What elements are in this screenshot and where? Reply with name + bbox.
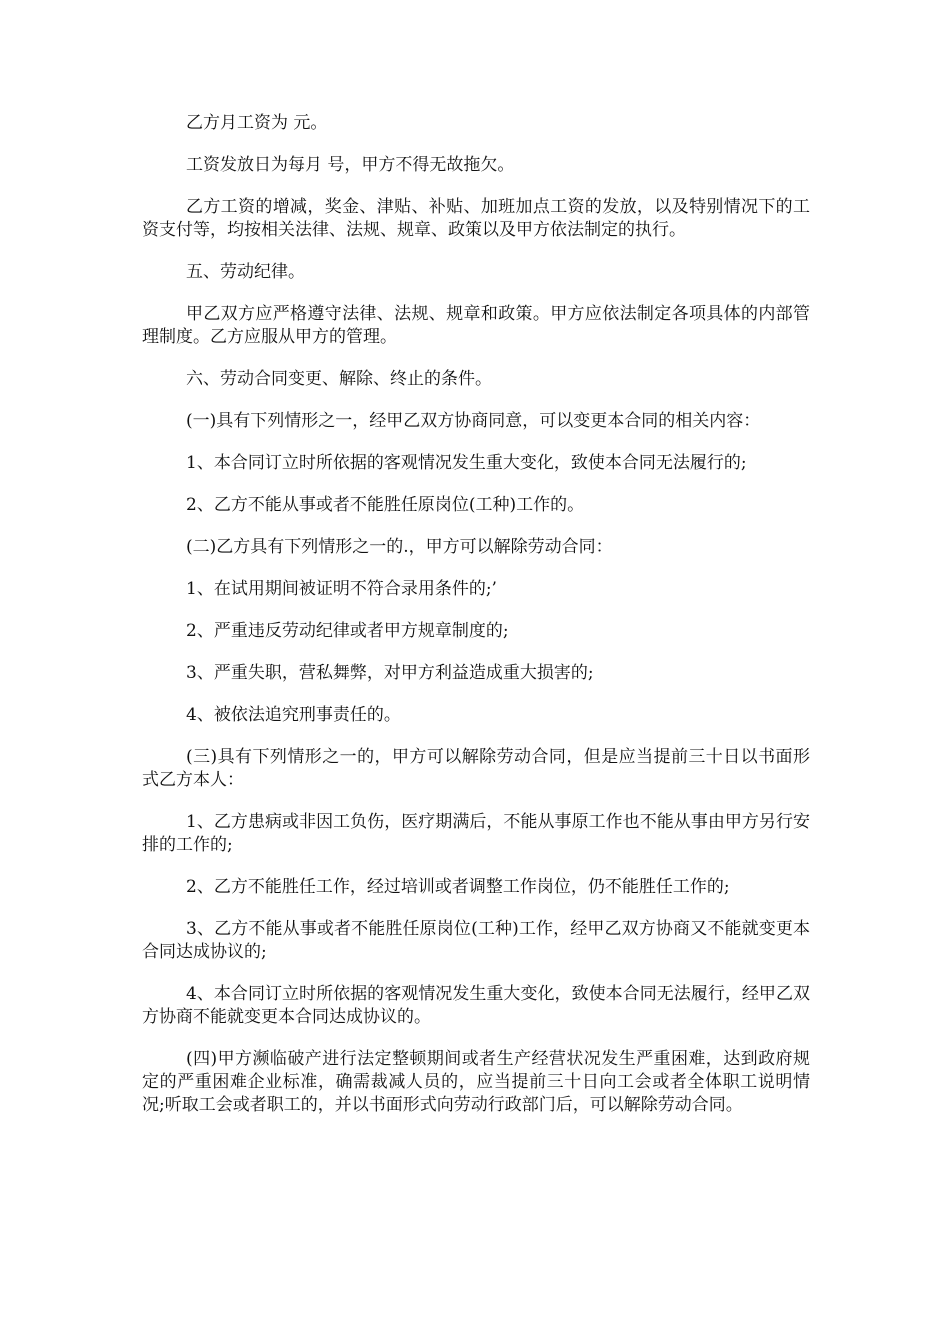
clause-2-item-3: 3、严重失职，营私舞弊，对甲方利益造成重大损害的; — [186, 663, 594, 683]
section-heading-labor-discipline: 五、劳动纪律。 — [186, 262, 305, 282]
clause-2-item-1: 1、在试用期间被证明不符合录用条件的;’ — [186, 579, 497, 599]
clause-1-item-1: 1、本合同订立时所依据的客观情况发生重大变化，致使本合同无法履行的; — [186, 453, 747, 473]
clause-1-item-2: 2、乙方不能从事或者不能胜任原岗位(工种)工作的。 — [186, 495, 585, 515]
clause-2-item-4: 4、被依法追究刑事责任的。 — [186, 705, 401, 725]
clause-3-item-1: 1、乙方患病或非因工负伤，医疗期满后，不能从事原工作也不能从事由甲方另行安排的工作的; — [142, 812, 810, 855]
clause-4-layoff: (四)甲方濒临破产进行法定整顿期间或者生产经营状况发生严重困难，达到政府规定的严重困难企业标准，确需裁减人员的，应当提前三十日向工会或者全体职工说明情况;听取工会或者职工的，并以书面形式向劳动行政部门后，可以解除劳动合同。 — [142, 1049, 810, 1115]
clause-3-item-3: 3、乙方不能从事或者不能胜任原岗位(工种)工作，经甲乙双方协商又不能就变更本合同达成协议的; — [142, 919, 810, 962]
paragraph-monthly-salary: 乙方月工资为 元。 — [186, 113, 328, 133]
clause-2-item-2: 2、严重违反劳动纪律或者甲方规章制度的; — [186, 621, 509, 641]
clause-2-termination-conditions: (二)乙方具有下列情形之一的.，甲方可以解除劳动合同： — [186, 537, 613, 557]
paragraph-discipline-rules: 甲乙双方应严格遵守法律、法规、规章和政策。甲方应依法制定各项具体的内部管理制度。乙方应服从甲方的管理。 — [142, 304, 810, 347]
clause-3-item-4: 4、本合同订立时所依据的客观情况发生重大变化，致使本合同无法履行，经甲乙双方协商不能就变更本合同达成协议的。 — [142, 984, 810, 1027]
section-heading-contract-change: 六、劳动合同变更、解除、终止的条件。 — [186, 369, 492, 389]
document-body — [142, 112, 810, 1136]
paragraph-payday: 工资发放日为每月 号，甲方不得无故拖欠。 — [186, 155, 515, 175]
clause-1-change-conditions: (一)具有下列情形之一，经甲乙双方协商同意，可以变更本合同的相关内容： — [186, 411, 761, 431]
clause-3-notice-termination: (三)具有下列情形之一的，甲方可以解除劳动合同，但是应当提前三十日以书面形式乙方本人： — [142, 747, 810, 790]
clause-3-item-2: 2、乙方不能胜任工作，经过培训或者调整工作岗位，仍不能胜任工作的; — [186, 877, 730, 897]
paragraph-salary-adjustment: 乙方工资的增减，奖金、津贴、补贴、加班加点工资的发放，以及特别情况下的工资支付等，均按相关法律、法规、规章、政策以及甲方依法制定的执行。 — [142, 197, 810, 240]
